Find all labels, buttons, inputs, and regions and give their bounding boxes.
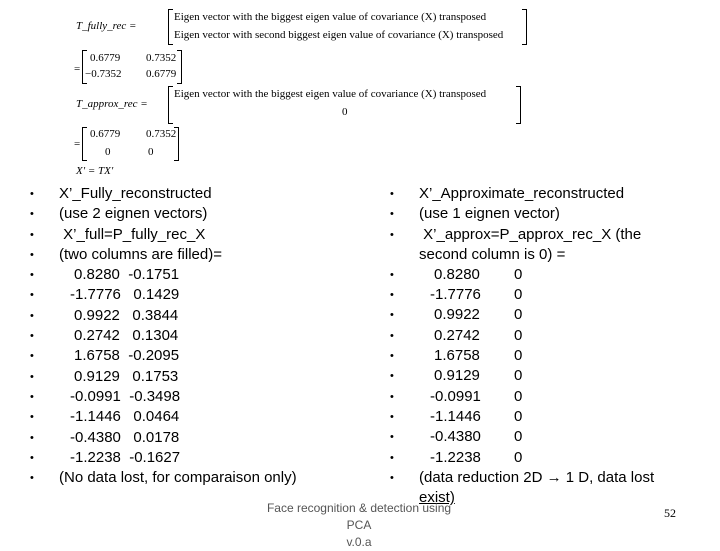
- m1-c: −0.7352: [85, 68, 122, 80]
- list-item: [390, 285, 710, 305]
- list-item: [30, 184, 360, 204]
- matrix-bracket-left: [82, 127, 87, 161]
- equals-sign: =: [74, 138, 81, 150]
- x-prime-equation: X′ = TX′: [76, 165, 114, 177]
- m1-b: 0.7352: [146, 52, 177, 64]
- list-item: [390, 366, 710, 386]
- list-item: [390, 427, 710, 447]
- footer-version: v.0.a: [346, 535, 372, 549]
- list-item: [390, 184, 710, 204]
- matrix-bracket-right: [177, 50, 182, 84]
- list-item-text: • 0.2742 0.1304: [74, 327, 179, 345]
- list-item: [30, 367, 360, 387]
- m2-c: 0: [105, 146, 111, 158]
- approx-zero: 0: [514, 286, 523, 304]
- left-bullet-list: [30, 184, 360, 488]
- approx-zero: 0: [514, 367, 523, 385]
- list-item: [30, 285, 360, 305]
- m1-d: 0.6779: [146, 68, 177, 80]
- list-item-text: second column is 0) =: [419, 245, 566, 263]
- matrix-bracket-right: [174, 127, 179, 161]
- approx-value: • 0.9922: [434, 306, 480, 324]
- approx-zero: 0: [514, 306, 523, 324]
- approx-value: • -0.0991: [430, 387, 481, 405]
- approx-value: • -1.2238: [430, 448, 481, 466]
- right-bullet-list: [390, 184, 710, 508]
- approx-zero: 0: [514, 387, 523, 405]
- approx-value: • 0.2742: [434, 326, 480, 344]
- list-item-text: • (use 1 eignen vector): [419, 205, 560, 223]
- list-item-text: • -1.2238 -0.1627: [70, 448, 181, 466]
- slide-footer: [254, 500, 464, 551]
- list-item: [30, 448, 360, 468]
- list-item-text: • 1.6758 -0.2095: [74, 347, 180, 365]
- list-item: [30, 346, 360, 366]
- list-item-text: • (use 2 eignen vectors): [59, 205, 208, 223]
- t-approx-rec-label: T_approx_rec =: [76, 98, 148, 110]
- list-item: [390, 265, 710, 285]
- m1-a: 0.6779: [90, 52, 121, 64]
- approx-value: • 0.9129: [434, 367, 480, 385]
- list-item-text: • (two columns are filled)=: [59, 245, 222, 263]
- eigen-row-4: 0: [342, 106, 348, 118]
- list-item: [390, 326, 710, 346]
- t-fully-rec-label: T_fully_rec =: [76, 20, 137, 32]
- eigen-row-3: Eigen vector with the biggest eigen value of covariance (X) transposed: [174, 88, 487, 100]
- eigen-row-1: Eigen vector with the biggest eigen value of covariance (X) transposed: [174, 11, 487, 23]
- list-item: [390, 305, 710, 325]
- m2-d: 0: [148, 146, 154, 158]
- list-item: [390, 387, 710, 407]
- list-item-text: • X’_Fully_reconstructed: [59, 185, 212, 202]
- approx-zero: 0: [514, 265, 523, 283]
- approx-rows: [390, 265, 710, 468]
- list-item-text: • (data reduction 2D → 1 D, data lost: [419, 468, 655, 486]
- approx-zero: 0: [514, 448, 523, 466]
- approx-zero: 0: [514, 347, 523, 365]
- m2-b: 0.7352: [146, 128, 177, 140]
- list-item-text: • 0.9922 0.3844: [74, 306, 179, 324]
- list-item: [30, 407, 360, 427]
- list-item: [390, 468, 710, 488]
- approx-zero: 0: [514, 407, 523, 425]
- list-item: [30, 468, 360, 488]
- list-item-text: • X’_approx=P_approx_rec_X (the: [419, 225, 642, 243]
- list-item: [390, 448, 710, 468]
- list-item: [30, 225, 360, 245]
- list-item-text: • -1.7776 0.1429: [70, 286, 180, 304]
- list-item: [30, 387, 360, 407]
- list-item-text: • 0.9129 0.1753: [74, 367, 179, 385]
- list-item-text: • X’_Approximate_reconstructed: [419, 185, 625, 202]
- approx-value: • -0.4380: [430, 428, 481, 446]
- matrix-bracket-right: [522, 9, 527, 45]
- list-item-text: • 0.8280 -0.1751: [74, 266, 180, 284]
- list-item: [30, 306, 360, 326]
- list-item-continuation: [390, 245, 710, 265]
- approx-value: • -1.1446: [430, 407, 481, 425]
- list-item: [30, 428, 360, 448]
- approx-zero: 0: [514, 326, 523, 344]
- list-item-text: • (No data lost, for comparaison only): [59, 469, 297, 487]
- approx-value: • 0.8280: [434, 265, 480, 283]
- list-item: [30, 245, 360, 265]
- list-item-text: • -1.1446 0.0464: [70, 408, 180, 426]
- m2-a: 0.6779: [90, 128, 121, 140]
- approx-zero: 0: [514, 428, 523, 446]
- page-number: 52: [664, 506, 676, 520]
- approx-value: • -1.7776: [430, 286, 481, 304]
- list-item: [390, 407, 710, 427]
- list-item: [30, 265, 360, 285]
- equals-sign: =: [74, 63, 81, 75]
- approx-value: • 1.6758: [434, 347, 480, 365]
- eigen-row-2: Eigen vector with second biggest eigen value of covariance (X) transposed: [174, 29, 504, 41]
- list-item-text: • X’_full=P_fully_rec_X: [59, 225, 206, 243]
- matrix-bracket-left: [168, 9, 173, 45]
- list-item: [390, 225, 710, 245]
- list-item-text: • -0.4380 0.0178: [70, 428, 180, 446]
- footer-title: Face recognition & detection using PCA: [266, 501, 452, 532]
- list-item: [390, 204, 710, 224]
- matrix-bracket-right: [516, 86, 521, 124]
- matrix-bracket-left: [168, 86, 173, 124]
- list-item: [390, 346, 710, 366]
- list-item: [30, 326, 360, 346]
- list-item: [30, 204, 360, 224]
- list-item-text: • -0.0991 -0.3498: [70, 387, 181, 405]
- list-item-text: exist): [419, 489, 455, 507]
